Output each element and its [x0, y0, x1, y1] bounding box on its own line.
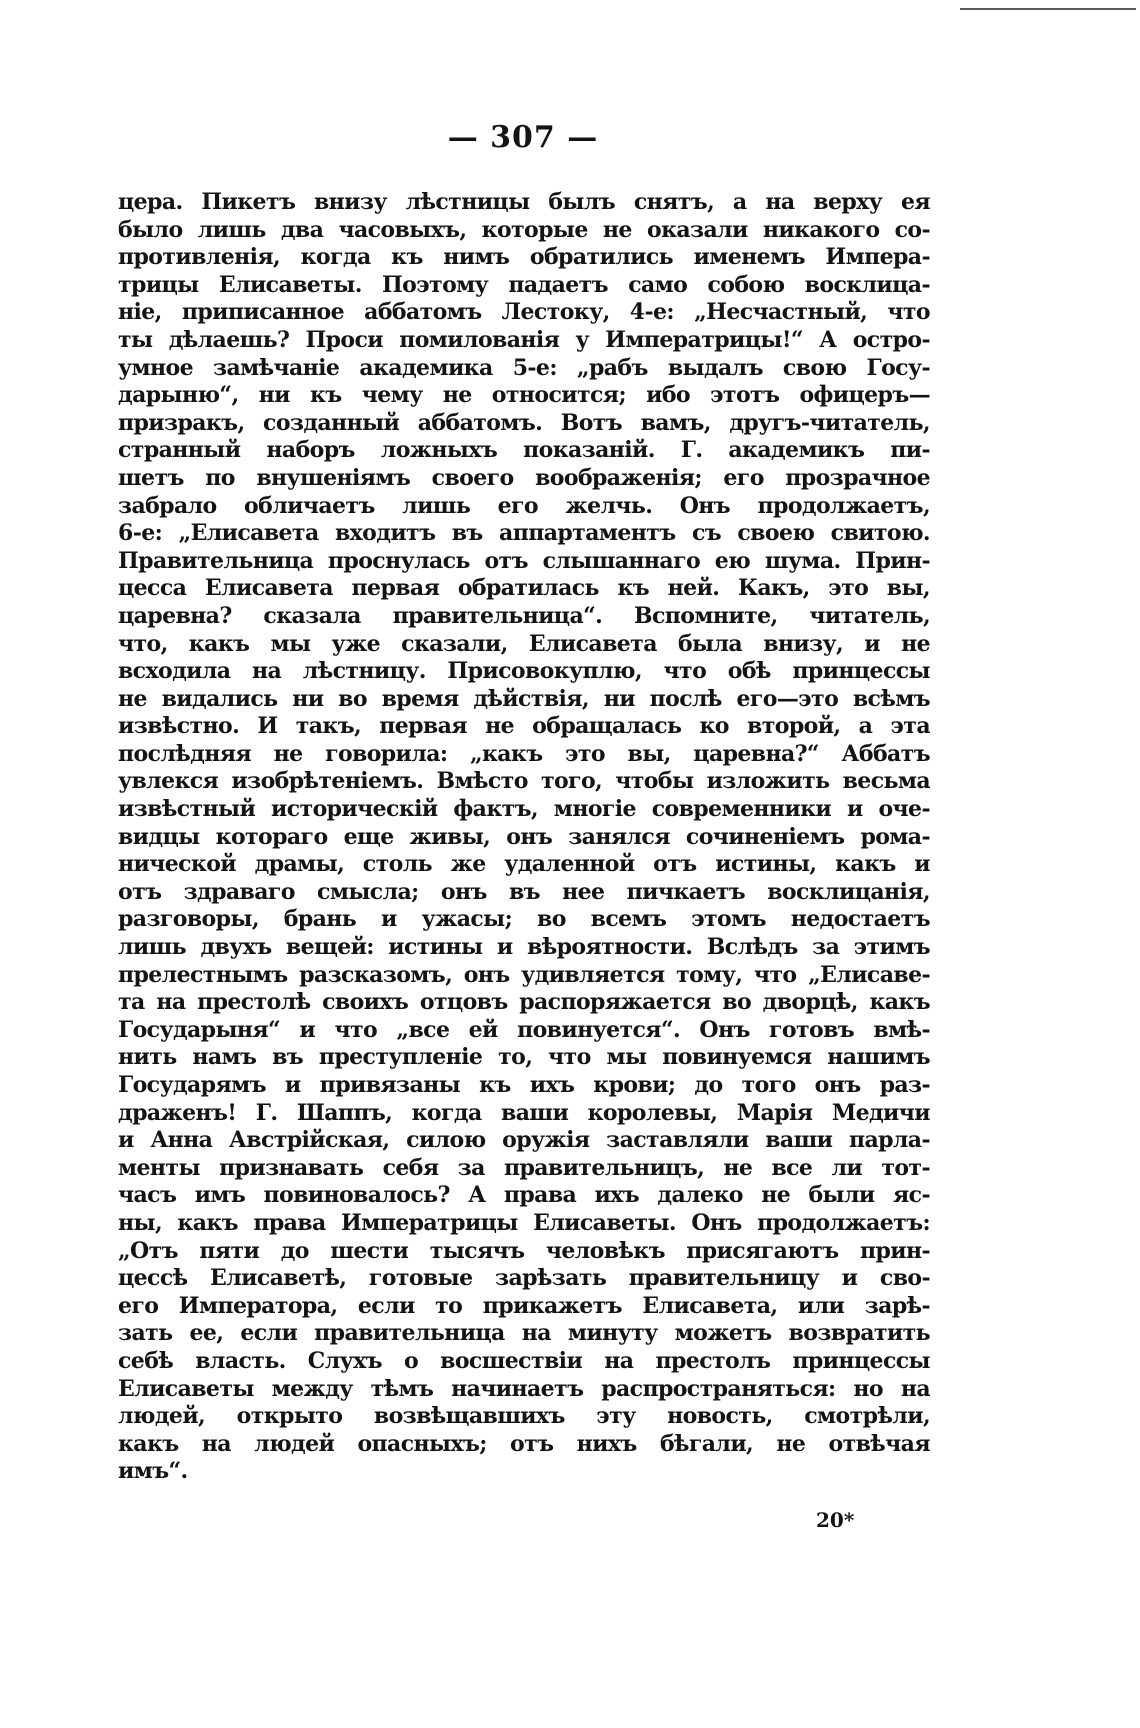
text-line: противленія, когда къ нимъ обратились именемъ Импера-	[118, 244, 930, 271]
text-line: всходила на лѣстницу. Присовокуплю, что обѣ принцессы	[118, 658, 930, 685]
text-line: отъ здраваго смысла; онъ въ нее пичкаетъ восклицанія,	[118, 878, 930, 905]
text-line: драженъ! Г. Шаппъ, когда ваши королевы, Марія Медичи	[118, 1099, 930, 1126]
text-line: имъ“.	[118, 1458, 188, 1485]
text-line: Правительница проснулась отъ слышаннаго ею шума. Прин-	[118, 547, 930, 574]
scan-edge-line	[960, 8, 1136, 10]
text-line: зать ее, если правительница на минуту можетъ возвратить	[118, 1320, 930, 1347]
page-number: — 307 —	[447, 120, 599, 155]
text-line: не видались ни во время дѣйствія, ни послѣ его—это всѣмъ	[118, 685, 930, 712]
printer-signature: 20*	[816, 1508, 855, 1532]
text-line: трицы Елисаветы. Поэтому падаетъ само собою восклица-	[118, 271, 930, 298]
text-line: нить намъ въ преступленіе то, что мы повинуемся нашимъ	[118, 1044, 930, 1071]
text-line: увлекся изобрѣтеніемъ. Вмѣсто того, чтобы изложить весьма	[118, 768, 930, 795]
text-line: ніе, приписанное аббатомъ Лестоку, 4-е: „Несчастный, что	[118, 299, 930, 326]
text-line: извѣстно. И такъ, первая не обращалась ко второй, а эта	[118, 713, 930, 740]
text-line: себѣ власть. Слухъ о восшествіи на престолъ принцессы	[118, 1347, 930, 1374]
text-line: ты дѣлаешь? Проси помилованія у Императрицы!“ А остро-	[118, 326, 930, 353]
text-line: менты признавать себя за правительницъ, не все ли тот-	[118, 1154, 930, 1181]
text-line: было лишь два часовыхъ, которые не оказали никакого со-	[118, 216, 930, 243]
text-line: нической драмы, столь же удаленной отъ истины, какъ и	[118, 851, 930, 878]
body-text	[118, 189, 930, 1486]
text-line: извѣстный историческій фактъ, многіе современники и оче-	[118, 796, 930, 823]
text-line: цессѣ Елисаветѣ, готовые зарѣзать правительницу и сво-	[118, 1265, 930, 1292]
text-line: разговоры, брань и ужасы; во всемъ этомъ недостаетъ	[118, 906, 930, 933]
text-line: цера. Пикетъ внизу лѣстницы былъ снятъ, а на верху ея	[118, 189, 930, 215]
text-line: людей, открыто возвѣщавшихъ эту новость, смотрѣли,	[118, 1403, 930, 1430]
text-line: Государыня“ и что „все ей повинуется“. Онъ готовъ вмѣ-	[118, 1016, 930, 1043]
text-line: прелестнымъ разсказомъ, онъ удивляется тому, что „Елисаве-	[118, 961, 930, 988]
text-line: призракъ, созданный аббатомъ. Вотъ вамъ, другъ-читатель,	[118, 409, 930, 436]
text-line: видцы котораго еще живы, онъ занялся сочиненіемъ рома-	[118, 823, 930, 850]
text-line: царевна? сказала правительница“. Вспомните, читатель,	[118, 602, 930, 629]
text-line: лишь двухъ вещей: истины и вѣроятности. Вслѣдъ за этимъ	[118, 934, 930, 961]
text-line: часъ имъ повиновалось? А права ихъ далеко не были яс-	[118, 1182, 930, 1209]
text-line: Елисаветы между тѣмъ начинаетъ распространяться: но на	[118, 1375, 930, 1402]
text-line: что, какъ мы уже сказали, Елисавета была внизу, и не	[118, 630, 930, 657]
text-line: та на престолѣ своихъ отцовъ распоряжается во дворцѣ, какъ	[118, 989, 930, 1016]
text-line: и Анна Австрійская, силою оружія заставляли ваши парла-	[118, 1127, 930, 1154]
text-line: „Отъ пяти до шести тысячъ человѣкъ присягаютъ прин-	[118, 1237, 930, 1264]
text-line: послѣдняя не говорила: „какъ это вы, царевна?“ Аббатъ	[118, 740, 930, 767]
text-line: шетъ по внушеніямъ своего воображенія; его прозрачное	[118, 464, 930, 491]
text-line: какъ на людей опасныхъ; отъ нихъ бѣгали, не отвѣчая	[118, 1430, 930, 1457]
text-line: забрало обличаетъ лишь его желчь. Онъ продолжаетъ,	[118, 492, 930, 519]
text-line: его Императора, если то прикажетъ Елисавета, или зарѣ-	[118, 1292, 930, 1319]
text-line: дарыню“, ни къ чему не относится; ибо этотъ офицеръ—	[118, 382, 930, 409]
text-line: цесса Елисавета первая обратилась къ ней. Какъ, это вы,	[118, 575, 930, 602]
text-line: странный наборъ ложныхъ показаній. Г. академикъ пи-	[118, 437, 930, 464]
text-line: Государямъ и привязаны къ ихъ крови; до того онъ раз-	[118, 1072, 930, 1098]
text-line: умное замѣчаніе академика 5-е: „рабъ выдалъ свою Госу-	[118, 354, 930, 381]
text-line: ны, какъ права Императрицы Елисаветы. Онъ продолжаетъ:	[118, 1209, 930, 1236]
text-line: 6-е: „Елисавета входитъ въ аппартаментъ съ своею свитою.	[118, 520, 930, 547]
